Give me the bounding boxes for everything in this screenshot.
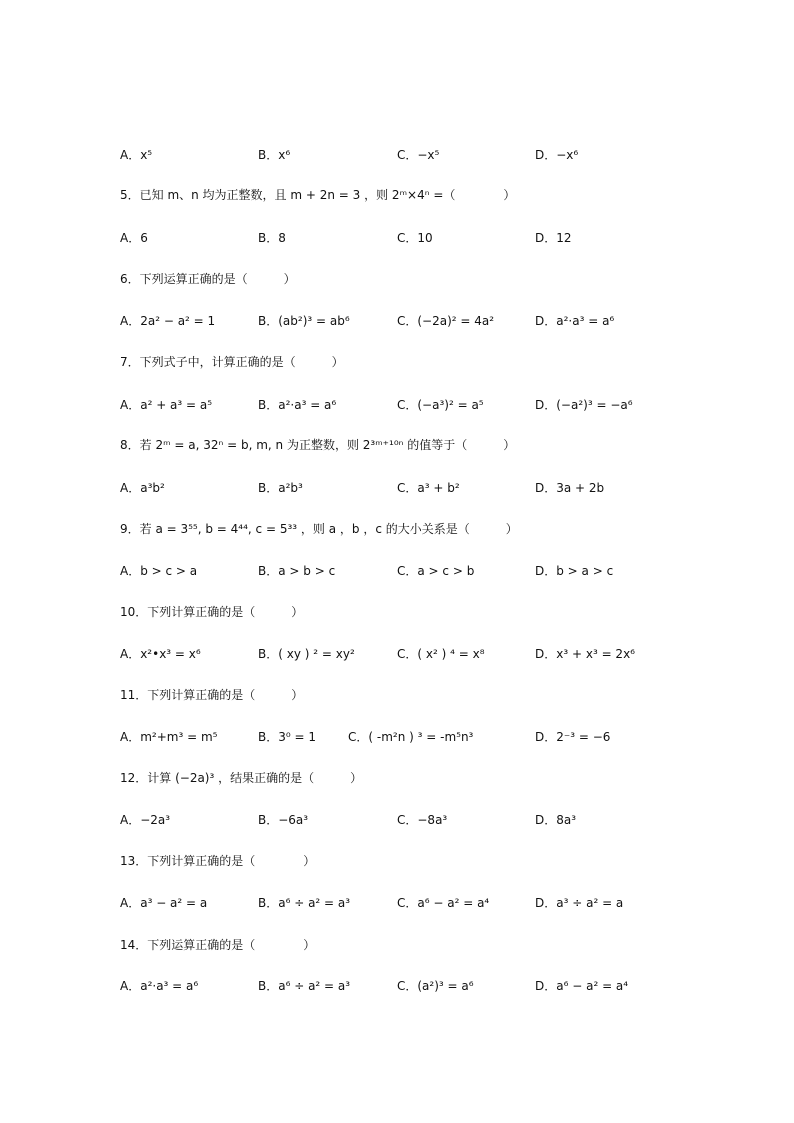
option-b: B．a > b > c <box>258 564 336 578</box>
option-a: A．x⁵ <box>120 148 153 162</box>
option-c: C．−x⁵ <box>397 148 440 162</box>
option-b: B．−6a³ <box>258 813 309 827</box>
question-12: 12．计算 (−2a)³ ，结果正确的是（ ） <box>120 771 363 785</box>
option-a: A．6 <box>120 231 148 245</box>
option-a: A．a³ − a² = a <box>120 896 208 910</box>
option-a: A．−2a³ <box>120 813 171 827</box>
option-a: A．m²+m³ = m⁵ <box>120 730 218 744</box>
option-b: B．a⁶ ÷ a² = a³ <box>258 896 351 910</box>
question-7: 7．下列式子中，计算正确的是（ ） <box>120 355 344 369</box>
option-d: D．a³ ÷ a² = a <box>535 896 624 910</box>
option-b: B．a²b³ <box>258 481 303 495</box>
question-10: 10．下列计算正确的是（ ） <box>120 605 304 619</box>
option-d: D．12 <box>535 231 572 245</box>
option-c: C．a > c > b <box>397 564 475 578</box>
option-d: D．a⁶ − a² = a⁴ <box>535 979 629 993</box>
option-c: C．a⁶ − a² = a⁴ <box>397 896 490 910</box>
option-d: D．8a³ <box>535 813 577 827</box>
option-c: C．−8a³ <box>397 813 448 827</box>
option-d: D．−x⁶ <box>535 148 579 162</box>
option-c: C．( -m²n ) ³ = -m⁵n³ <box>348 730 474 744</box>
option-b: B．a²·a³ = a⁶ <box>258 398 337 412</box>
option-c: C．( x² ) ⁴ = x⁸ <box>397 647 485 661</box>
option-b: B．x⁶ <box>258 148 291 162</box>
question-9: 9．若 a = 3⁵⁵, b = 4⁴⁴, c = 5³³ ，则 a ，b ，c 的大小关系是（ ） <box>120 522 518 536</box>
option-a: A．b > c > a <box>120 564 198 578</box>
option-d: D．2⁻³ = −6 <box>535 730 611 744</box>
question-8: 8．若 2ᵐ = a, 32ⁿ = b, m, n 为正整数，则 2³ᵐ⁺¹⁰ⁿ 的值等于（ ） <box>120 438 516 452</box>
option-c: C．10 <box>397 231 433 245</box>
option-b: B．3⁰ = 1 <box>258 730 316 744</box>
option-d: D．b > a > c <box>535 564 614 578</box>
option-a: A．a² + a³ = a⁵ <box>120 398 213 412</box>
option-b: B．(ab²)³ = ab⁶ <box>258 314 350 328</box>
option-c: C．(−a³)² = a⁵ <box>397 398 484 412</box>
option-c: C．(−2a)² = 4a² <box>397 314 495 328</box>
question-11: 11．下列计算正确的是（ ） <box>120 688 304 702</box>
option-d: D．(−a²)³ = −a⁶ <box>535 398 633 412</box>
option-a: A．a²·a³ = a⁶ <box>120 979 199 993</box>
option-c: C．a³ + b² <box>397 481 460 495</box>
option-d: D．x³ + x³ = 2x⁶ <box>535 647 635 661</box>
option-a: A．a³b² <box>120 481 165 495</box>
question-14: 14．下列运算正确的是（ ） <box>120 938 316 952</box>
question-5: 5．已知 m、n 均为正整数，且 m + 2n = 3 ，则 2ᵐ×4ⁿ =（ ） <box>120 188 516 202</box>
option-b: B．a⁶ ÷ a² = a³ <box>258 979 351 993</box>
option-a: A．x²•x³ = x⁶ <box>120 647 201 661</box>
question-6: 6．下列运算正确的是（ ） <box>120 272 296 286</box>
option-b: B．8 <box>258 231 286 245</box>
option-c: C．(a²)³ = a⁶ <box>397 979 474 993</box>
option-d: D．a²·a³ = a⁶ <box>535 314 615 328</box>
option-b: B．( xy ) ² = xy² <box>258 647 355 661</box>
option-a: A．2a² − a² = 1 <box>120 314 216 328</box>
option-d: D．3a + 2b <box>535 481 605 495</box>
question-13: 13．下列计算正确的是（ ） <box>120 854 316 868</box>
